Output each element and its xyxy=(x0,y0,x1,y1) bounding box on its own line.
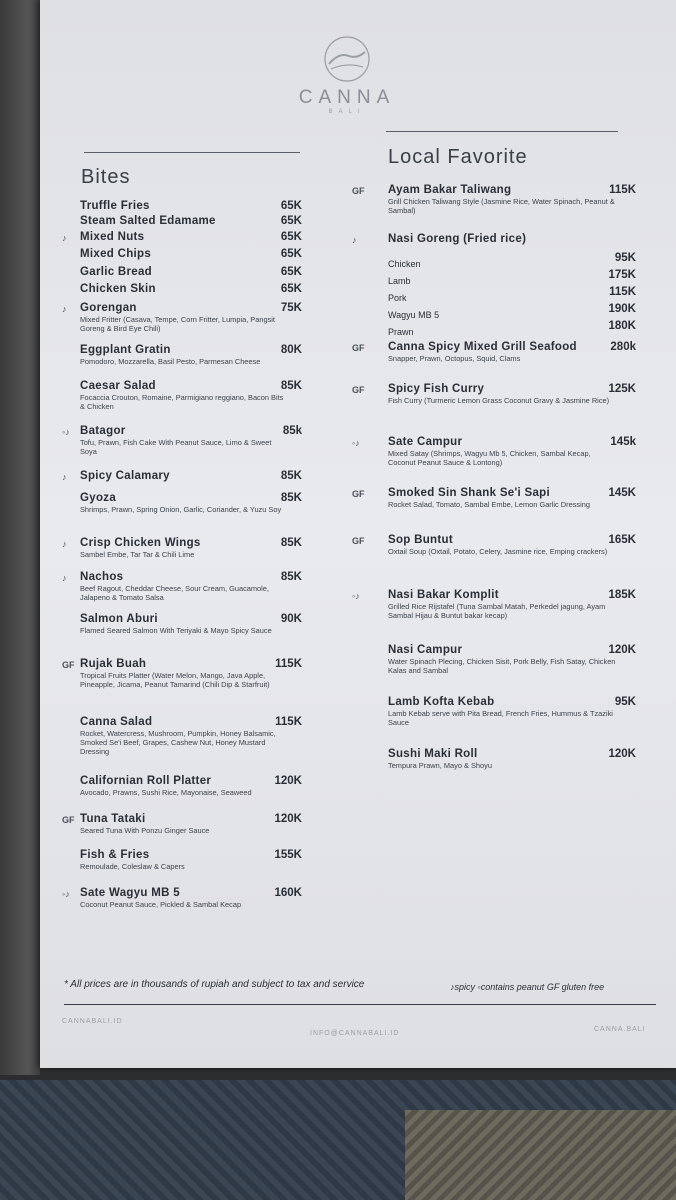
menu-item xyxy=(80,283,302,295)
spicy-icon: ♪ xyxy=(62,472,67,482)
item-description: Fish Curry (Turmeric Lemon Grass Coconut Gravy & Jasmine Rice) xyxy=(388,396,610,405)
menu-item xyxy=(352,487,636,509)
item-price: 65K xyxy=(280,200,302,212)
item-name: Eggplant Gratin xyxy=(80,344,171,356)
spicy-icon: ♪ xyxy=(450,982,455,992)
item-price: 85K xyxy=(280,571,302,583)
item-price: 115K xyxy=(275,658,302,670)
item-name: Rujak Buah xyxy=(80,658,147,670)
item-name: Sop Buntut xyxy=(388,534,453,546)
item-description: Mixed Satay (Shrimps, Wagyu Mb 5, Chicken, Sambal Kecap, Coconut Peanut Sauce & Lontong) xyxy=(388,449,591,467)
item-description: Tropical Fruits Platter (Water Melon, Mango, Java Apple, Pineapple, Jicama, Peanut Tamarind (Chili Dip & Starfruit) xyxy=(80,671,270,689)
legend-gf: GF gluten free xyxy=(546,982,605,992)
table-surface xyxy=(0,1080,676,1200)
menu-item xyxy=(80,344,302,366)
menu-item xyxy=(388,748,636,770)
gluten-free-mark: GF xyxy=(352,536,365,546)
item-name: Sate Campur xyxy=(388,436,463,448)
item-price: 145k xyxy=(610,436,636,448)
peanut-icon: ◦♪ xyxy=(62,889,70,899)
peanut-icon: ◦ xyxy=(477,982,481,992)
item-name: Nasi Bakar Komplit xyxy=(388,589,499,601)
item-name: Smoked Sin Shank Se'i Sapi xyxy=(388,487,550,499)
section-title-local: Local Favorite xyxy=(388,146,528,168)
item-description: Pomodoro, Mozzarella, Basil Pesto, Parmesan Cheese xyxy=(80,357,261,366)
item-price: 115K xyxy=(609,184,636,196)
gluten-free-mark: GF xyxy=(62,815,75,825)
item-price: 65K xyxy=(280,231,302,243)
menu-item xyxy=(388,644,636,675)
menu-item xyxy=(352,534,636,556)
item-price: 165K xyxy=(608,534,636,546)
item-description: Flamed Seared Salmon With Teriyaki & Mayo Spicy Sauce xyxy=(80,626,272,635)
binder-edge xyxy=(0,0,40,1075)
item-price: 155K xyxy=(274,849,302,861)
item-name: Crisp Chicken Wings xyxy=(80,537,201,549)
item-name: Lamb Kofta Kebab xyxy=(388,696,495,708)
bites-column xyxy=(62,0,302,960)
legend-peanut: contains peanut xyxy=(480,982,545,992)
option-price: 180K xyxy=(608,320,636,332)
peanut-icon: ◦♪ xyxy=(352,438,360,448)
item-option xyxy=(388,288,636,306)
spicy-icon: ♪ xyxy=(62,573,67,583)
item-option xyxy=(388,254,636,272)
gluten-free-mark: GF xyxy=(352,186,365,196)
menu-item xyxy=(80,613,302,635)
menu-item xyxy=(388,696,636,727)
menu-item xyxy=(62,425,302,456)
item-name: Garlic Bread xyxy=(80,266,152,278)
item-name: Gyoza xyxy=(80,492,117,504)
item-name: Steam Salted Edamame xyxy=(80,215,216,227)
item-description: Seared Tuna With Ponzu Ginger Sauce xyxy=(80,826,210,835)
local-column xyxy=(352,0,636,960)
item-option xyxy=(388,305,636,323)
spicy-icon: ♪ xyxy=(62,539,67,549)
menu-item xyxy=(62,571,302,602)
option-name: Wagyu MB 5 xyxy=(388,310,440,320)
option-price: 175K xyxy=(608,269,636,281)
menu-item xyxy=(352,341,636,363)
item-name: Mixed Chips xyxy=(80,248,152,260)
item-price: 120K xyxy=(608,644,636,656)
item-description: Lamb Kebab serve with Pita Bread, French Fries, Hummus & Tzaziki Sauce xyxy=(388,709,613,727)
item-price: 85K xyxy=(280,380,302,392)
menu-item xyxy=(80,200,302,212)
item-price: 115K xyxy=(275,716,302,728)
menu-item xyxy=(352,383,636,405)
option-name: Pork xyxy=(388,293,407,303)
menu-item xyxy=(62,813,302,835)
item-name: Nasi Goreng (Fried rice) xyxy=(388,233,527,245)
item-name: Fish & Fries xyxy=(80,849,150,861)
item-price: 85K xyxy=(280,492,302,504)
menu-item xyxy=(80,248,302,260)
section-title-bites: Bites xyxy=(81,166,131,188)
option-name: Lamb xyxy=(388,276,411,286)
menu-item xyxy=(352,436,636,467)
item-description: Grilled Rice Rijstafel (Tuna Sambal Matah, Perkedel jagung, Ayam Sambal Hijau & Buntut bakar kecap) xyxy=(388,602,606,620)
menu-item xyxy=(62,470,302,482)
menu-item xyxy=(80,492,302,514)
item-name: Sate Wagyu MB 5 xyxy=(80,887,180,899)
menu-item xyxy=(80,716,302,756)
spicy-icon: ♪ xyxy=(352,235,357,245)
item-name: Californian Roll Platter xyxy=(80,775,212,787)
option-price: 115K xyxy=(609,286,636,298)
item-price: 85k xyxy=(282,425,302,437)
menu-item xyxy=(62,302,302,333)
item-option xyxy=(388,271,636,289)
item-description: Beef Ragout, Cheddar Cheese, Sour Cream, Guacamole, Jalapeno & Tomato Salsa xyxy=(80,584,269,602)
item-price: 90K xyxy=(280,613,302,625)
item-option xyxy=(388,322,636,340)
item-name: Nasi Campur xyxy=(388,644,463,656)
item-price: 65K xyxy=(280,266,302,278)
menu-item xyxy=(80,266,302,278)
item-description: Tempura Prawn, Mayo & Shoyu xyxy=(388,761,492,770)
item-price: 75K xyxy=(280,302,302,314)
item-description: Grill Chicken Taliwang Style (Jasmine Rice, Water Spinach, Peanut & Sambal) xyxy=(388,197,615,215)
item-name: Chicken Skin xyxy=(80,283,156,295)
logo xyxy=(292,34,402,115)
item-price: 280k xyxy=(610,341,636,353)
item-price: 145K xyxy=(608,487,636,499)
price-note: * All prices are in thousands of rupiah and subject to tax and service xyxy=(64,979,365,990)
item-price: 95K xyxy=(614,696,636,708)
item-name: Nachos xyxy=(80,571,124,583)
item-price: 65K xyxy=(280,248,302,260)
item-description: Water Spinach Plecing, Chicken Sisit, Pork Belly, Fish Satay, Chicken Kalas and Sambal xyxy=(388,657,616,675)
option-name: Prawn xyxy=(388,327,414,337)
menu-item xyxy=(352,184,636,215)
gluten-free-mark: GF xyxy=(352,385,365,395)
menu-item xyxy=(80,215,302,227)
spicy-icon: ♪ xyxy=(62,233,67,243)
item-description: Shrimps, Prawn, Spring Onion, Garlic, Coriander, & Yuzu Soy xyxy=(80,505,282,514)
item-description: Focaccia Crouton, Romaine, Parmigiano reggiano, Bacon Bits & Chicken xyxy=(80,393,284,411)
social-handle: CANNABALI.ID xyxy=(62,1018,123,1025)
menu-item xyxy=(352,589,636,620)
item-price: 125K xyxy=(608,383,636,395)
item-name: Canna Salad xyxy=(80,716,153,728)
menu-item xyxy=(62,658,302,689)
legend xyxy=(450,982,604,992)
menu-item xyxy=(80,775,302,797)
item-description: Mixed Fritter (Casava, Tempe, Corn Fritter, Lumpia, Pangsit Goreng & Bird Eye Chili) xyxy=(80,315,275,333)
rug xyxy=(405,1110,676,1200)
menu-page xyxy=(40,0,676,1068)
item-description: Rocket Salad, Tomato, Sambal Embe, Lemon Garlic Dressing xyxy=(388,500,590,509)
peanut-icon: ◦♪ xyxy=(62,427,70,437)
divider xyxy=(64,1004,656,1005)
item-price: 85K xyxy=(280,537,302,549)
item-price: 160K xyxy=(274,887,302,899)
item-description: Remoulade, Coleslaw & Capers xyxy=(80,862,185,871)
menu-item xyxy=(80,849,302,871)
brand-sub: BALI xyxy=(328,109,366,115)
item-price: 65K xyxy=(280,283,302,295)
item-price: 80K xyxy=(280,344,302,356)
item-price: 120K xyxy=(274,813,302,825)
item-name: Caesar Salad xyxy=(80,380,156,392)
gluten-free-mark: GF xyxy=(352,489,365,499)
menu-item xyxy=(80,380,302,411)
menu-item xyxy=(62,887,302,909)
option-name: Chicken xyxy=(388,259,421,269)
item-description: Sambel Embe, Tar Tar & Chili Lime xyxy=(80,550,195,559)
item-name: Spicy Fish Curry xyxy=(388,383,485,395)
item-name: Ayam Bakar Taliwang xyxy=(388,184,512,196)
item-name: Batagor xyxy=(80,425,126,437)
item-name: Mixed Nuts xyxy=(80,231,145,243)
option-price: 95K xyxy=(614,252,636,264)
peanut-icon: ◦♪ xyxy=(352,591,360,601)
gluten-free-mark: GF xyxy=(62,660,75,670)
item-name: Salmon Aburi xyxy=(80,613,158,625)
item-price: 120K xyxy=(608,748,636,760)
item-name: Spicy Calamary xyxy=(80,470,170,482)
item-price: 65K xyxy=(280,215,302,227)
spicy-icon: ♪ xyxy=(62,304,67,314)
option-price: 190K xyxy=(608,303,636,315)
item-price: 185K xyxy=(608,589,636,601)
email: INFO@CANNABALI.ID xyxy=(310,1030,400,1037)
item-price: 85K xyxy=(280,470,302,482)
item-name: Truffle Fries xyxy=(80,200,150,212)
item-name: Tuna Tataki xyxy=(80,813,146,825)
logo-wave-icon xyxy=(319,34,375,84)
website: CANNA.BALI xyxy=(594,1026,646,1033)
menu-item xyxy=(62,537,302,559)
item-description: Oxtail Soup (Oxtail, Potato, Celery, Jasmine rice, Emping crackers) xyxy=(388,547,608,556)
item-description: Avocado, Prawns, Sushi Rice, Mayonaise, Seaweed xyxy=(80,788,252,797)
legend-spicy: spicy xyxy=(454,982,476,992)
item-price: 120K xyxy=(274,775,302,787)
item-description: Tofu, Prawn, Fish Cake With Peanut Sauce, Limo & Sweet Soya xyxy=(80,438,272,456)
item-description: Coconut Peanut Sauce, Pickled & Sambal Kecap xyxy=(80,900,242,909)
item-description: Snapper, Prawn, Octopus, Squid, Clams xyxy=(388,354,521,363)
item-description: Rocket, Watercress, Mushroom, Pumpkin, Honey Balsamic, Smoked Se'i Beef, Grapes, Cashew Nut, Honey Mustard Dressing xyxy=(80,729,276,756)
item-name: Canna Spicy Mixed Grill Seafood xyxy=(388,341,577,353)
item-name: Sushi Maki Roll xyxy=(388,748,478,760)
brand-name: CANNA xyxy=(298,87,396,108)
gluten-free-mark: GF xyxy=(352,343,365,353)
menu-item xyxy=(62,231,302,243)
item-name: Gorengan xyxy=(80,302,137,314)
menu-item xyxy=(352,233,636,337)
